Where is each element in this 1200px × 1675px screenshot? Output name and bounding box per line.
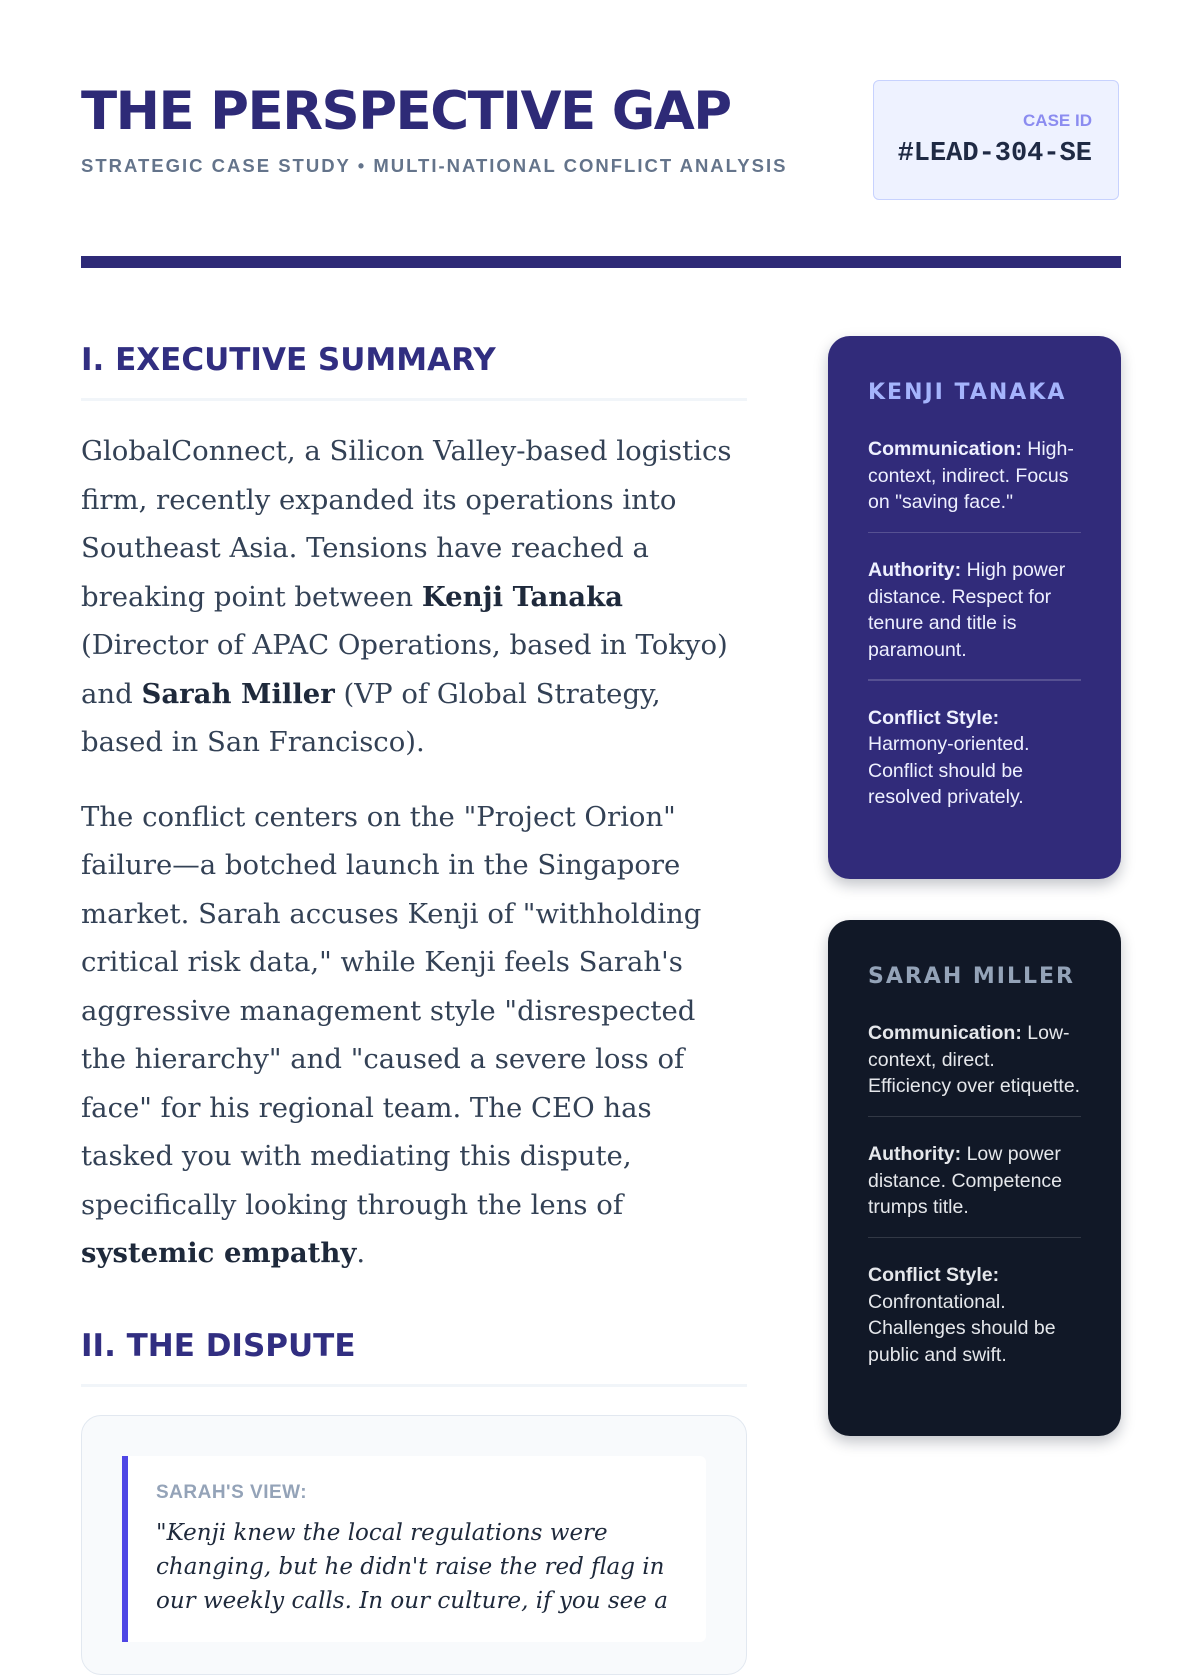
systemic-empathy-emphasis: systemic empathy [81, 1237, 357, 1269]
trait-divider [868, 679, 1081, 681]
summary-paragraph-2 [81, 793, 747, 1278]
trait-label: Conflict Style: [868, 706, 1000, 729]
profile-name: SARAH MILLER [868, 964, 1075, 989]
trait-text: Low power distance. Competence trumps title. [868, 1143, 1063, 1218]
profile-name: KENJI TANAKA [868, 380, 1067, 405]
header-divider [81, 256, 1121, 268]
trait-label: Conflict Style: [868, 1264, 1000, 1286]
page-subtitle: STRATEGIC CASE STUDY • MULTI-NATIONAL CONFLICT ANALYSIS [81, 155, 788, 176]
kenji-name-emphasis: Kenji Tanaka [421, 580, 623, 613]
trait-text: Low-context, direct. Efficiency over etiquette. [868, 1022, 1081, 1097]
trait-authority [868, 1141, 1081, 1221]
dispute-panel [81, 1415, 747, 1675]
case-id-value: #LEAD-304-SE [897, 139, 1092, 169]
trait-divider [868, 1116, 1081, 1118]
trait-text: High-context, indirect. Focus on "saving face." [868, 438, 1074, 513]
trait-label: Authority: [868, 559, 962, 581]
profile-card-kenji [828, 336, 1121, 879]
trait-text: Confrontational. Challenges should be public and swift. [868, 1290, 1056, 1366]
sarah-view-quote [122, 1456, 706, 1642]
summary-p2-text-a: The conflict centers on the "Project Orion" failure—a botched launch in the Singapore market. Sarah accuses Kenji of "withholding critical risk data," while Kenji feels Sarah's aggressive management style "disrespected the hierarchy" and "caused a severe loss of face" for his regional team. The CEO has tasked you with mediating this dispute, specifically looking through the lens of [81, 800, 702, 1221]
quote-label: SARAH'S VIEW: [156, 1481, 308, 1503]
page-title: THE PERSPECTIVE GAP [81, 81, 731, 142]
summary-p2-text-c: . [356, 1237, 366, 1269]
trait-conflict-style [868, 705, 1081, 811]
trait-text: High power distance. Respect for tenure and title is paramount. [868, 559, 1066, 661]
dispute-heading: II. THE DISPUTE [81, 1322, 747, 1387]
page-header [81, 80, 1121, 202]
trait-authority [868, 557, 1081, 663]
summary-p1-text-c: (Director of APAC Operations, based in Tokyo) and [81, 629, 728, 710]
quote-text: "Kenji knew the local regulations were changing, but he didn't raise the red flag in our weekly calls. In our culture, if you see a [156, 1519, 668, 1614]
trait-text: Harmony-oriented. Conflict should be resolved privately. [868, 733, 1030, 808]
case-id-label: CASE ID [1023, 111, 1092, 130]
summary-p1-text-d: (VP of Global Strategy, based in San Francisco). [81, 677, 661, 758]
case-id-box [873, 80, 1119, 200]
trait-divider [868, 1237, 1081, 1239]
summary-p1-text-a: GlobalConnect, a Silicon Valley-based logistics firm, recently expanded its operations into Southeast Asia. Tensions have reached a breaking point between [81, 435, 732, 613]
trait-communication [868, 1020, 1081, 1100]
trait-label: Communication: [868, 438, 1022, 460]
trait-communication [868, 436, 1081, 516]
trait-label: Communication: [868, 1022, 1022, 1044]
trait-label: Authority: [868, 1143, 962, 1165]
main-column [81, 336, 747, 1675]
sarah-name-emphasis: Sarah Miller [141, 677, 335, 710]
profile-card-sarah [828, 920, 1121, 1436]
trait-conflict-style [868, 1262, 1081, 1368]
trait-divider [868, 532, 1081, 534]
executive-summary-heading: I. EXECUTIVE SUMMARY [81, 336, 747, 401]
summary-paragraph-1 [81, 427, 747, 767]
